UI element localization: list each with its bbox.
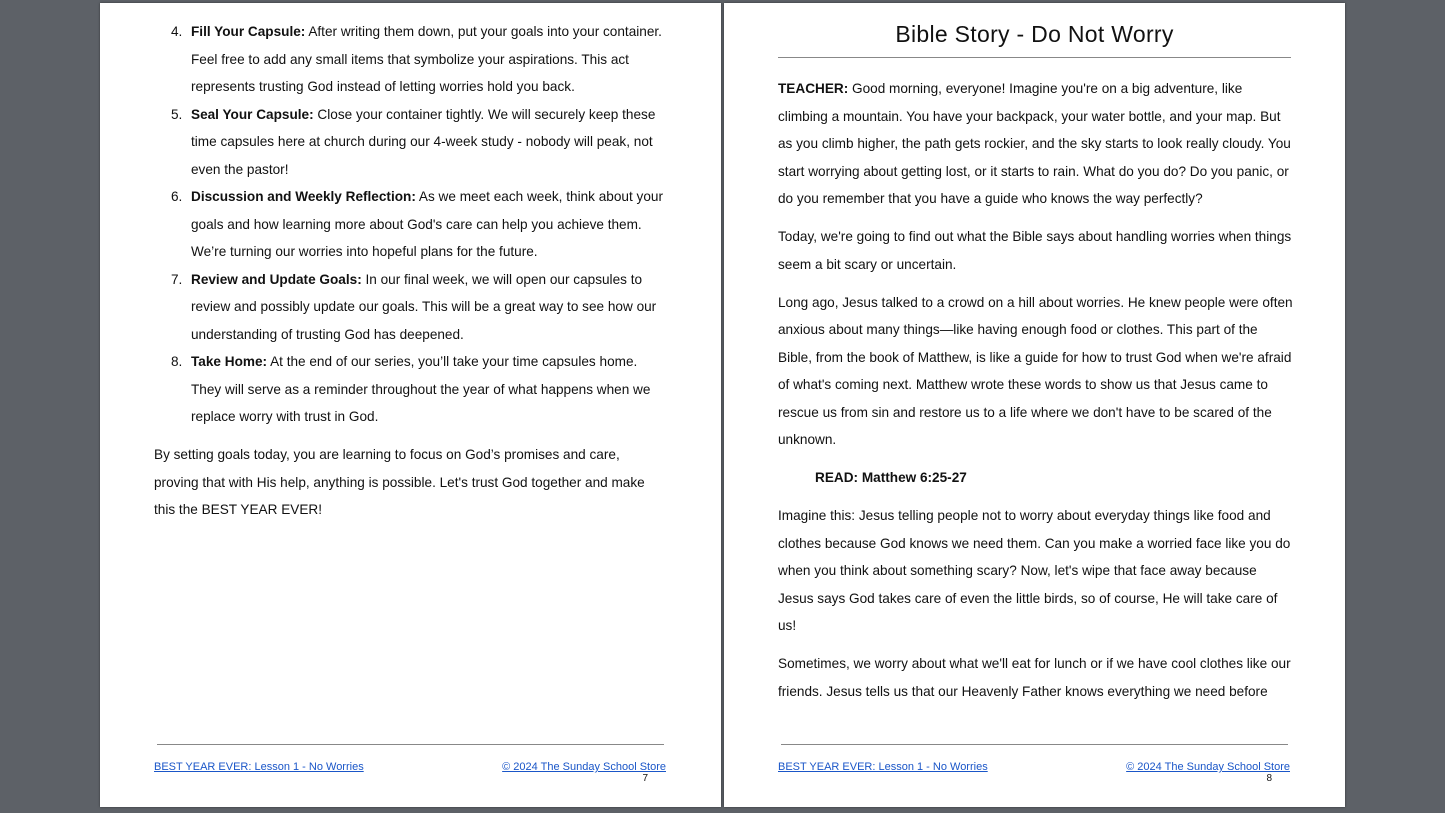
- step-item-8: [154, 348, 669, 431]
- document-page-7: [100, 3, 721, 807]
- context-paragraph: Long ago, Jesus talked to a crowd on a hill about worries. He knew people were often anxious about many things—like having enough food or clothes. This part of the Bible, from the book of Matthew, is like a guide for how to trust God when we're afraid of what's coming next. Matthew wrote these words to show us that Jesus came to rescue us from sin and restore us to a life where we don't have to be scared of the unknown.: [778, 294, 1293, 447]
- teacher-label: TEACHER:: [778, 81, 849, 96]
- step-label: Seal Your Capsule:: [191, 106, 314, 122]
- footer-lesson-link[interactable]: BEST YEAR EVER: Lesson 1 - No Worries: [154, 761, 364, 773]
- footer-divider: [781, 744, 1288, 745]
- application-paragraph: Sometimes, we worry about what we'll eat for lunch or if we have cool clothes like our friends. Jesus tells us that our Heavenly Father knows everything we need before: [778, 656, 1291, 699]
- step-text: As we meet each week, think about your goals and how learning more about God's care can help you achieve them. We’re turning our worries into hopeful plans for the future.: [191, 189, 663, 259]
- instruction-steps-list: [154, 18, 669, 431]
- step-number: 8.: [171, 354, 183, 369]
- closing-paragraph: By setting goals today, you are learning to focus on God’s promises and care, proving that with His help, anything is possible. Let's trust God together and make this the BEST YEAR EVER!: [154, 447, 645, 517]
- step-number: 7.: [171, 271, 183, 287]
- step-text: Close your container tightly. We will securely keep these time capsules here at church during our 4-week study - nobody will peak, not even the pastor!: [191, 106, 656, 177]
- step-label: Review and Update Goals:: [191, 271, 362, 287]
- step-item-5: [154, 101, 669, 184]
- page-number: 7: [642, 773, 648, 784]
- teacher-paragraph: [778, 75, 1294, 213]
- step-label: Discussion and Weekly Reflection:: [191, 189, 416, 204]
- step-number: 5.: [171, 106, 183, 122]
- title-divider: [778, 57, 1291, 58]
- document-page-8: [724, 3, 1345, 807]
- step-text: After writing them down, put your goals into your container. Feel free to add any small items that symbolize your aspirations. This act represents trusting God instead of letting worries hold you back.: [191, 24, 662, 94]
- footer-divider: [157, 744, 664, 745]
- step-text: At the end of our series, you’ll take your time capsules home. They will serve as a reminder throughout the year of what happens when we replace worry with trust in God.: [191, 354, 651, 424]
- story-body: [778, 75, 1294, 716]
- step-item-7: [154, 266, 669, 349]
- page-number: 8: [1266, 773, 1272, 784]
- step-label: Fill Your Capsule:: [191, 24, 306, 39]
- step-number: 4.: [171, 24, 183, 39]
- step-item-4: [154, 18, 669, 101]
- step-number: 6.: [171, 189, 183, 204]
- scripture-reference: READ: Matthew 6:25-27: [815, 470, 967, 485]
- footer-copyright-link[interactable]: © 2024 The Sunday School Store: [502, 761, 666, 773]
- intro-paragraph: Today, we're going to find out what the Bible says about handling worries when things seem a bit scary or uncertain.: [778, 229, 1292, 272]
- reflection-paragraph: Imagine this: Jesus telling people not to worry about everyday things like food and clothes because God knows we need them. Can you make a worried face like you do when you think about something scary? Now, let's wipe that face away because Jesus says God takes care of even the little birds, so of course, He will take care of us!: [778, 508, 1291, 633]
- teacher-text: Good morning, everyone! Imagine you're on a big adventure, like climbing a mountain. You have your backpack, your water bottle, and your map. But as you climb higher, the path gets rockier, and the sky starts to look really cloudy. You start worrying about getting lost, or it starts to rain. What do you do? Do you panic, or do you remember that you have a guide who knows the way perfectly?: [778, 81, 1291, 206]
- step-label: Take Home:: [191, 354, 268, 369]
- footer-copyright-link[interactable]: © 2024 The Sunday School Store: [1126, 761, 1290, 773]
- page-title: Bible Story - Do Not Worry: [895, 21, 1174, 47]
- step-text: In our final week, we will open our capsules to review and possibly update our goals. This will be a great way to see how our understanding of trusting God has deepened.: [191, 271, 657, 342]
- footer-lesson-link[interactable]: BEST YEAR EVER: Lesson 1 - No Worries: [778, 761, 988, 773]
- step-item-6: [154, 183, 669, 266]
